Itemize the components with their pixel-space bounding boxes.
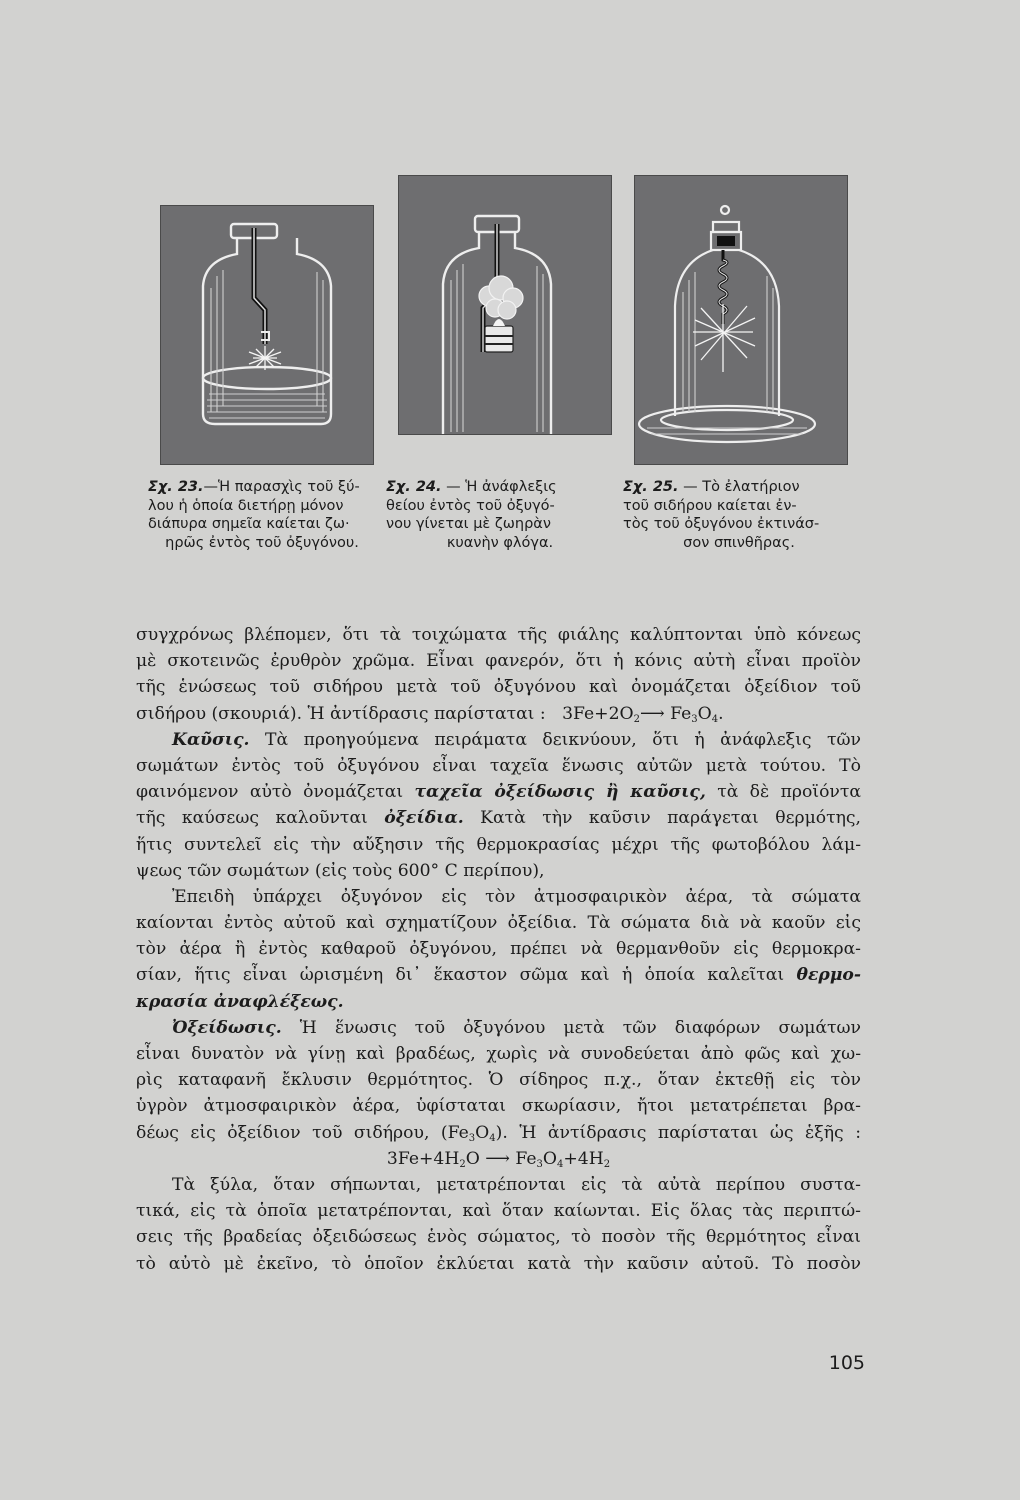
text-line: ἥτις συντελεῖ εἰς τὴν αὔξησιν τῆς θερμοκρασίας μέχρι τῆς φωτοβόλου λάμ- bbox=[136, 834, 861, 855]
bottle-splint-drawing bbox=[161, 206, 373, 464]
emphasized-term: ὀξείδια. bbox=[384, 808, 464, 829]
formula-subscript: 3 bbox=[468, 1132, 476, 1144]
caption-line: νου γίνεται μὲ ζωηρὰν bbox=[386, 516, 551, 532]
text-line: σεις τῆς βραδείας ὀξειδώσεως ἑνὸς σώματος, τὸ ποσὸν τῆς θερμότητος εἶναι bbox=[136, 1227, 861, 1248]
caption-line: τοῦ σιδήρου καίεται ἐν- bbox=[623, 497, 797, 514]
text-line: Τὰ ξύλα, ὅταν σήπωνται, μετατρέπονται εἰς τὰ αὐτὰ περίπου συστα- bbox=[172, 1174, 861, 1195]
text-line: εἶναι δυνατὸν νὰ γίνῃ καὶ βραδέως, χωρὶς νὰ συνοδεύεται ἀπὸ φῶς καὶ χω- bbox=[136, 1044, 861, 1064]
equation-subscript: 2 bbox=[633, 713, 640, 725]
equation-subscript: 2 bbox=[459, 1158, 466, 1170]
equation-term: +4H bbox=[563, 1148, 604, 1169]
text-fragment: Ἡ ἕνωσις τοῦ ὀξυγόνου μετὰ τῶν διαφόρων σωμάτων bbox=[299, 1017, 861, 1038]
jar-sulfur-drawing bbox=[399, 176, 611, 434]
caption-line: ηρῶς ἐντὸς τοῦ ὀξυγόνου. bbox=[165, 534, 359, 551]
figure-number: Σχ. 23. bbox=[148, 479, 204, 495]
equation-term: . bbox=[718, 703, 724, 724]
equation-term: Fe bbox=[515, 1148, 537, 1169]
reaction-arrow: ⟶ bbox=[639, 703, 665, 724]
figure-24-caption bbox=[386, 478, 614, 552]
text-line bbox=[136, 779, 861, 805]
text-fragment: φαινόμενον αὐτὸ ὀνομάζεται bbox=[136, 782, 404, 803]
figure-number: Σχ. 25. bbox=[623, 479, 679, 495]
paragraph-ignition bbox=[136, 884, 861, 1015]
equation-iron-water bbox=[136, 1146, 861, 1172]
figure-number: Σχ. 24. bbox=[386, 479, 442, 495]
text-fragment: Κατὰ τὴν καῦσιν παράγεται θερμότης, bbox=[480, 808, 862, 829]
text-line: ψεως τῶν σωμάτων (εἰς τοὺς 600° C περίπου), bbox=[136, 860, 545, 881]
text-line bbox=[136, 1015, 861, 1041]
text-line bbox=[136, 989, 861, 1015]
text-line: τὸν ἀέρα ἢ ἐντὸς καθαροῦ ὀξυγόνου, πρέπει νὰ θερμανθοῦν εἰς θερμοκρα- bbox=[136, 939, 861, 960]
text-line bbox=[136, 1120, 861, 1146]
text-fragment: τῆς καύσεως καλοῦνται bbox=[136, 808, 368, 829]
text-line: συγχρόνως βλέπομεν, ὅτι τὰ τοιχώματα τῆς φιάλης καλύπτονται ὑπὸ κόνεως bbox=[136, 625, 861, 645]
text-line: καίονται ἐντὸς αὐτοῦ καὶ σχηματίζουν ὀξείδια. Τὰ σώματα διὰ νὰ καοῦν εἰς bbox=[136, 913, 861, 934]
paragraph-combustion bbox=[136, 727, 861, 884]
figure-25-caption bbox=[623, 478, 855, 552]
caption-line: κυανὴν φλόγα. bbox=[446, 534, 554, 551]
caption-line: θείου ἐντὸς τοῦ ὀξυγό- bbox=[386, 497, 555, 514]
figure-25-illustration bbox=[634, 175, 848, 465]
text-line: ὑγρὸν ἀτμοσφαιρικὸν ἀέρα, ὑφίσταται σκωρίασιν, ἤτοι μετατρέπεται βρα- bbox=[136, 1096, 861, 1117]
equation-subscript: 2 bbox=[603, 1158, 611, 1170]
text-line: τικά, εἰς τὰ ὁποῖα μετατρέπονται, καὶ ὅταν καίωνται. Εἰς ὅλας τὰς περιπτώ- bbox=[136, 1201, 861, 1222]
equation-subscript: 3 bbox=[691, 713, 698, 725]
equation-term: 3Fe+2O bbox=[562, 703, 634, 724]
caption-line: λου ἡ ὁποία διετήρῃ μόνον bbox=[148, 497, 344, 514]
equation-subscript: 4 bbox=[557, 1158, 564, 1170]
equation-term: O bbox=[697, 703, 712, 724]
caption-line: — Ἡ ἀνάφλεξις bbox=[441, 479, 557, 495]
paragraph-wood bbox=[136, 1172, 861, 1277]
text-fragment: σίαν, ἥτις εἶναι ὡρισμένη δι᾽ ἕκαστον σῶμα καὶ ἡ ὁποία καλεῖται bbox=[136, 965, 785, 986]
text-line: Ἐπειδὴ ὑπάρχει ὀξυγόνον εἰς τὸν ἀτμοσφαιρικὸν ἀέρα, τὰ σώματα bbox=[172, 886, 861, 907]
belljar-spring-drawing bbox=[635, 176, 847, 464]
text-line bbox=[136, 701, 861, 727]
text-line bbox=[136, 727, 861, 753]
section-term: Ὀξείδωσις. bbox=[172, 1017, 282, 1038]
equation-subscript: 4 bbox=[711, 713, 719, 725]
figure-23-caption bbox=[148, 478, 376, 552]
paragraph-rust bbox=[136, 622, 861, 727]
caption-line: τὸς τοῦ ὀξυγόνου ἐκτινάσ- bbox=[623, 516, 820, 532]
caption-line: — Τὸ ἐλατήριον bbox=[678, 479, 800, 495]
section-term: Καῦσις. bbox=[172, 729, 250, 750]
figure-23-illustration bbox=[160, 205, 374, 465]
emphasized-term: θερμο- bbox=[796, 965, 862, 986]
equation-subscript: 3 bbox=[536, 1158, 543, 1170]
text-line: τὸ αὐτὸ μὲ ἐκεῖνο, τὸ ὁποῖον ἐκλύεται κατὰ τὴν καῦσιν αὐτοῦ. Τὸ ποσὸν bbox=[136, 1253, 861, 1274]
text-line: ρὶς καταφανῆ ἔκλυσιν θερμότητος. Ὁ σίδηρος π.χ., ὅταν ἐκτεθῇ εἰς τὸν bbox=[136, 1070, 861, 1091]
body-text bbox=[136, 622, 861, 1277]
equation-term: 3Fe+4H bbox=[386, 1148, 460, 1169]
page-number: 105 bbox=[828, 1352, 865, 1374]
emphasized-term: κρασία ἀναφλέξεως. bbox=[136, 991, 344, 1012]
text-line: σωμάτων ἐντὸς τοῦ ὀξυγόνου εἶναι ταχεῖα ἕνωσις αὐτῶν μετὰ τούτου. Τὸ bbox=[136, 755, 861, 776]
emphasized-term: ταχεῖα ὀξείδωσις ἢ καῦσις, bbox=[414, 782, 706, 803]
text-fragment: O bbox=[475, 1122, 490, 1143]
text-fragment: τὰ δὲ προϊόντα bbox=[717, 782, 861, 803]
equation-term: O bbox=[542, 1148, 558, 1169]
caption-line: —Ἡ παρασχὶς τοῦ ξύ- bbox=[203, 479, 360, 495]
text-line bbox=[136, 805, 861, 831]
text-line: μὲ σκοτεινῶς ἐρυθρὸν χρῶμα. Εἶναι φανερόν, ὅτι ἡ κόνις αὐτὴ εἶναι προϊὸν bbox=[136, 651, 861, 672]
text-fragment: Τὰ προηγούμενα πειράματα δεικνύουν, ὅτι ἡ ἀνάφλεξις τῶν bbox=[265, 729, 861, 750]
equation-term: O bbox=[465, 1148, 480, 1169]
caption-line: σον σπινθῆρας. bbox=[683, 534, 795, 551]
formula-subscript: 4 bbox=[489, 1132, 496, 1144]
text-fragment: ). Ἡ ἀντίδρασις παρίσταται ὡς ἑξῆς : bbox=[495, 1122, 861, 1143]
text-fragment: δέως εἰς ὀξείδιον τοῦ σιδήρου, (Fe bbox=[136, 1122, 469, 1143]
text-line: τῆς ἑνώσεως τοῦ σιδήρου μετὰ τοῦ ὀξυγόνου καὶ ὀνομάζεται ὀξείδιον τοῦ bbox=[136, 677, 861, 698]
equation-iron-oxygen bbox=[562, 704, 724, 724]
equation-term: Fe bbox=[670, 703, 692, 724]
text-fragment: σιδήρου (σκουριά). Ἡ ἀντίδρασις παρίσταται : bbox=[136, 703, 546, 724]
reaction-arrow: ⟶ bbox=[485, 1148, 510, 1169]
figure-24-illustration bbox=[398, 175, 612, 435]
caption-line: διάπυρα σημεῖα καίεται ζω· bbox=[148, 516, 350, 532]
text-line bbox=[136, 962, 861, 988]
paragraph-oxidation bbox=[136, 1015, 861, 1172]
